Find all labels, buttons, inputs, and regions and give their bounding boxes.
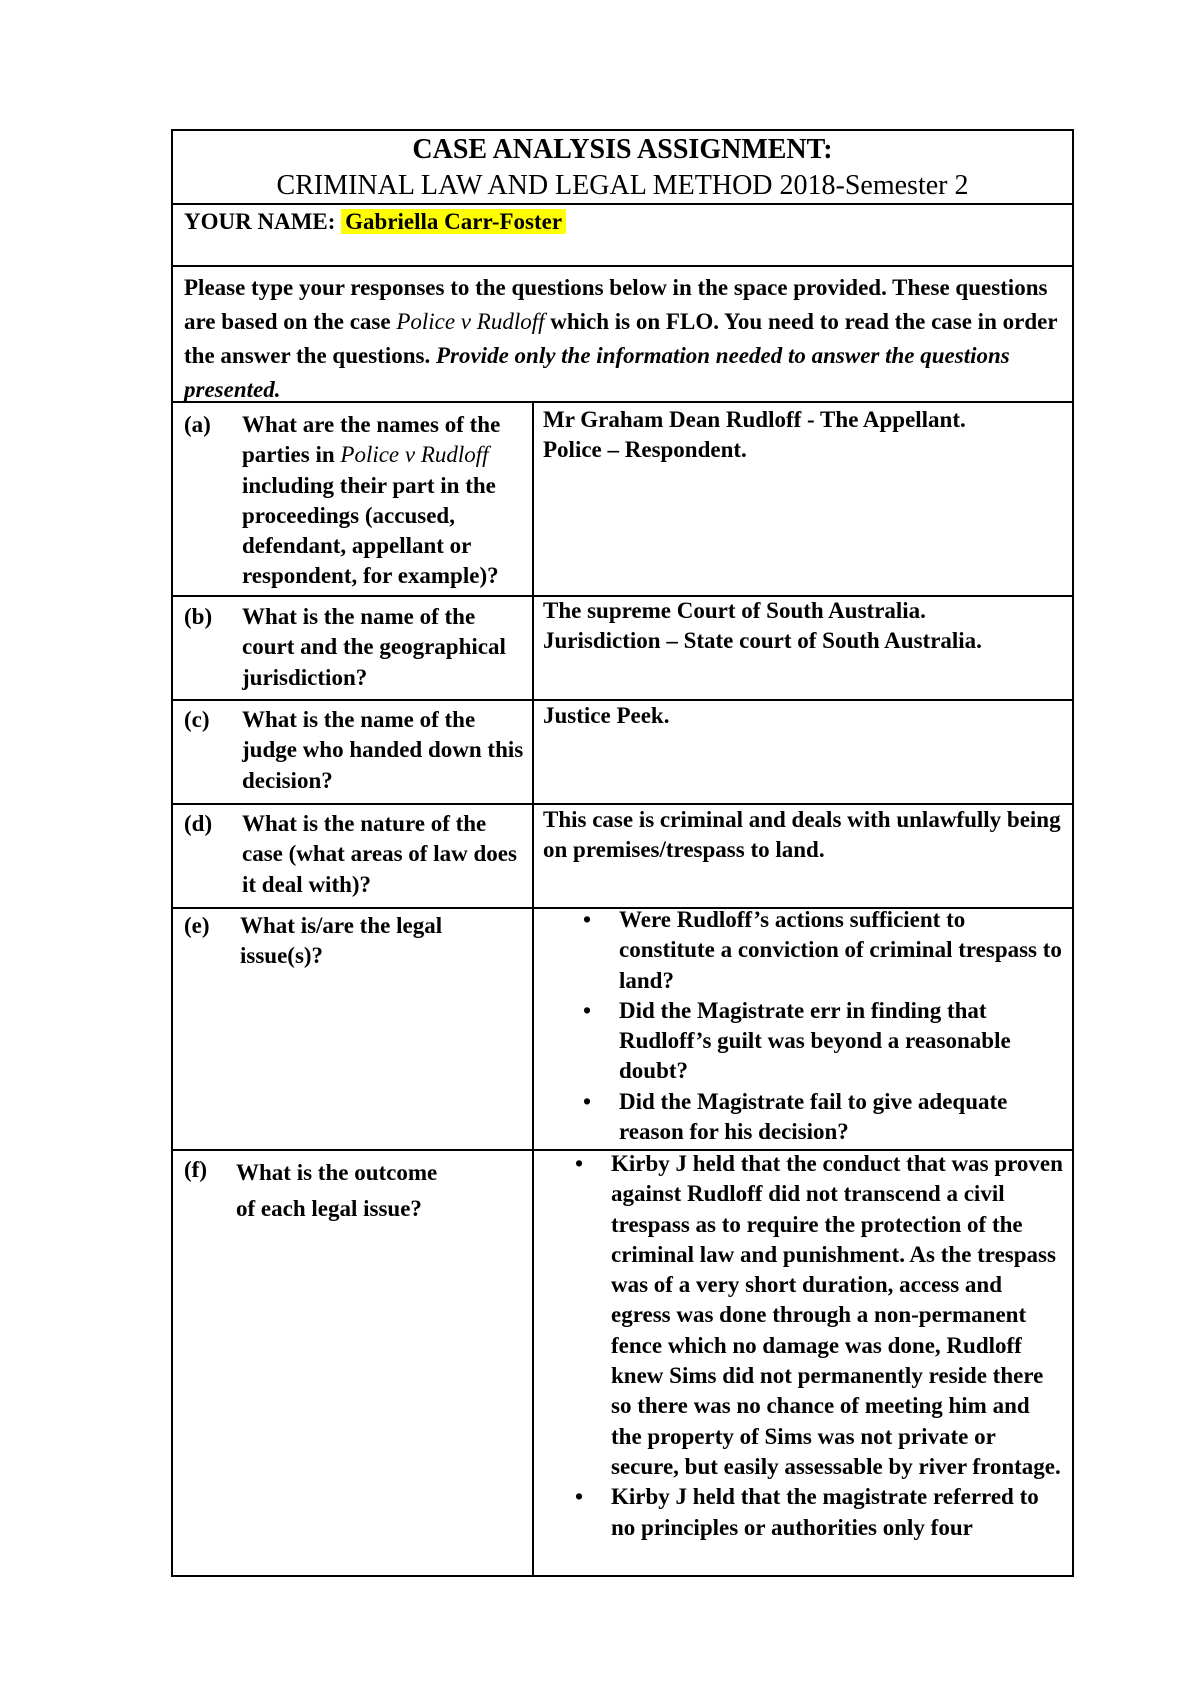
- list-item: • Did the Magistrate err in finding that Rudloff’s guilt was beyond a reasonable doubt?: [583, 997, 1011, 1084]
- answer-a[interactable]: Mr Graham Dean Rudloff - The Appellant. Police – Respondent.: [543, 407, 966, 462]
- answer-c[interactable]: Justice Peek.: [543, 703, 670, 728]
- bullet-icon: •: [575, 1484, 584, 1510]
- assignment-title: CASE ANALYSIS ASSIGNMENT:: [412, 134, 833, 165]
- question-a: What are the names of the parties in Police v Rudloff including their part in the proceedings (accused, defendant, appellant or respondent, for example)?: [242, 412, 501, 589]
- bullet-icon: •: [583, 1088, 592, 1114]
- question-letter: (e): [184, 913, 210, 938]
- answer-b[interactable]: The supreme Court of South Australia. Jurisdiction – State court of South Australia.: [543, 598, 982, 653]
- divider: [173, 401, 1072, 403]
- answer-f[interactable]: [575, 1149, 1064, 1543]
- list-item: • Kirby J held that the conduct that was proven against Rudloff did not transcend a civil trespass as to require the protection of the criminal law and punishment. As the trespass was of a very short duration, access and egress was done through a non-permanent fence which no damage was done, Rudloff knew Sims did not permanently reside there so there was no chance of meeting him and the property of Sims was not private or secure, but easily assessable by river frontage.: [575, 1151, 1063, 1479]
- instructions-emphasis: Provide only the information needed to answer the questions presented.: [184, 343, 1010, 402]
- list-item: • Were Rudloff’s actions sufficient to constitute a conviction of criminal trespass to land?: [583, 907, 1062, 993]
- answer-e[interactable]: [583, 905, 1064, 1147]
- question-letter: (f): [184, 1157, 207, 1182]
- question-c: What is the name of the judge who handed down this decision?: [242, 707, 524, 793]
- bullet-icon: •: [583, 907, 592, 932]
- column-divider: [532, 401, 534, 1577]
- divider: [173, 203, 1072, 205]
- instructions: Please type your responses to the questions below in the space provided. These questions are based on the case Police v Rudloff which is on FLO. You need to read the case in order the answer the questions. Provide only the information needed to answer the questions presented.: [184, 275, 1058, 402]
- divider: [173, 265, 1072, 267]
- list-item: • Did the Magistrate fail to give adequate reason for his decision?: [583, 1088, 1008, 1145]
- question-letter: (c): [184, 707, 210, 732]
- bullet-icon: •: [575, 1151, 584, 1176]
- question-f: What is the outcome of each legal issue?: [236, 1160, 438, 1221]
- assignment-table: [171, 129, 1074, 1577]
- name-label: YOUR NAME:: [184, 209, 336, 234]
- question-letter: (a): [184, 412, 211, 437]
- question-letter: (d): [184, 811, 213, 836]
- student-name[interactable]: Gabriella Carr-Foster: [341, 209, 566, 234]
- name-row: [184, 207, 566, 237]
- bullet-icon: •: [583, 997, 592, 1023]
- question-e: What is/are the legal issue(s)?: [240, 913, 443, 969]
- question-b: What is the name of the court and the geographical jurisdiction?: [242, 604, 506, 690]
- list-item: • Kirby J held that the magistrate referred to no principles or authorities only four: [575, 1484, 1039, 1540]
- case-name: Police v Rudloff: [396, 309, 545, 334]
- question-letter: (b): [184, 604, 213, 629]
- answer-d[interactable]: This case is criminal and deals with unlawfully being on premises/trespass to land.: [543, 807, 1061, 862]
- question-d: What is the nature of the case (what areas of law does it deal with)?: [242, 811, 517, 897]
- course-title: CRIMINAL LAW AND LEGAL METHOD 2018-Semester 2: [276, 170, 969, 201]
